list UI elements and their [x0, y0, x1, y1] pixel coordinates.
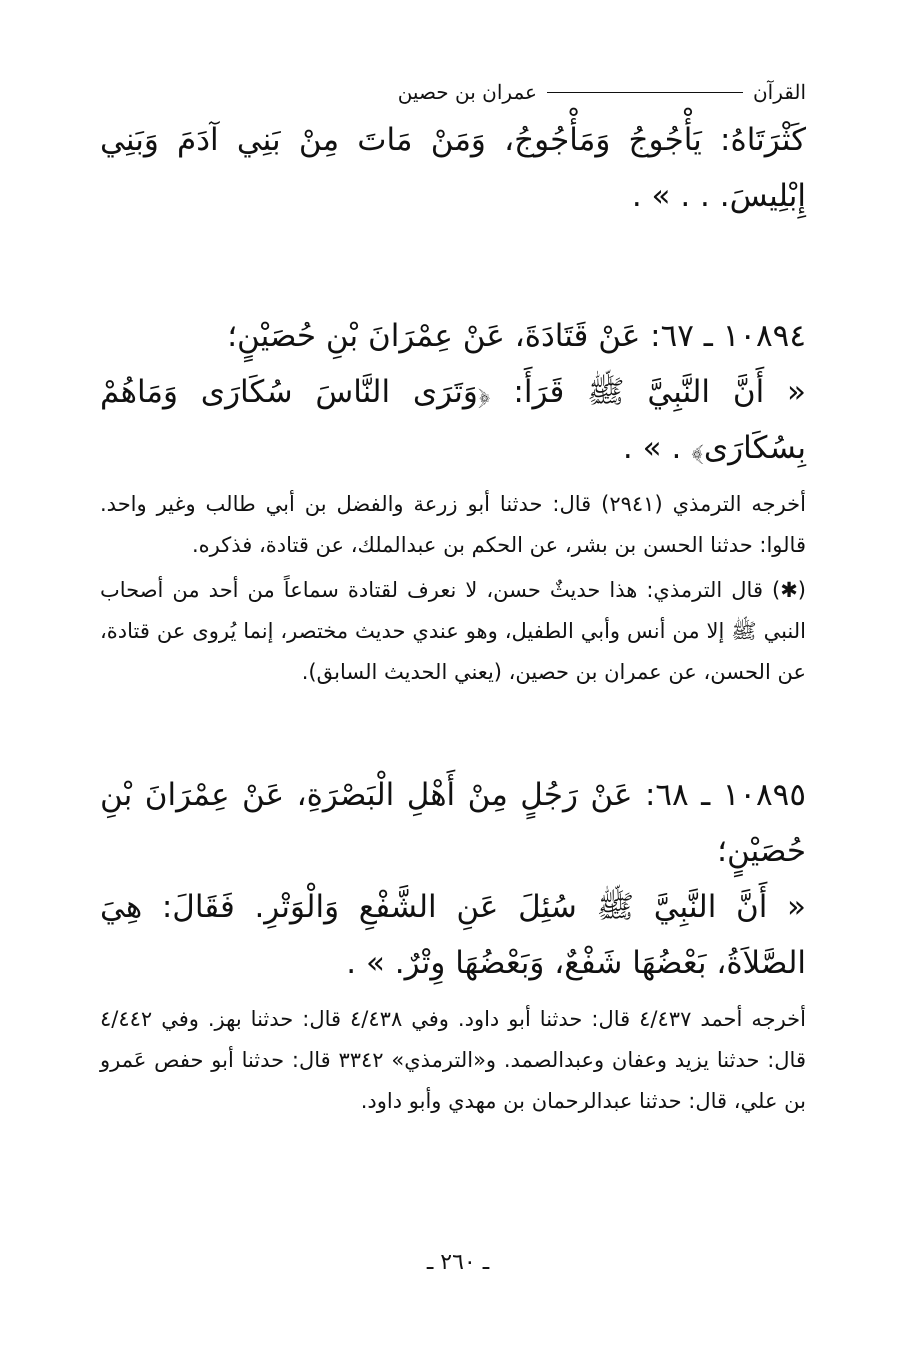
takhrij-paragraph: أخرجه أحمد ٤/٤٣٧ قال: حدثنا أبو داود. وفي ٤/٤٣٨ قال: حدثنا بهز. وفي ٤/٤٤٢ قال: حدثنا يزيد وعفان وعبدالصمد. و«الترمذي» ٣٣٤٢ قال: حدثنا أبو حفص عَمرو بن علي، قال: حدثنا عبدالرحمان بن مهدي وأبو داود. — [100, 1007, 806, 1113]
tirmidhi-note: (✱) قال الترمذي: هذا حديثٌ حسن، لا نعرف لقتادة سماعاً من أحد من أصحاب النبي ﷺ إلا من أنس وأبي الطفيل، وهو عندي حديث مختصر، إنما يُروى عن قتادة، عن الحسن، عن عمران بن حصين، (يعني الحديث السابق). — [100, 578, 806, 684]
takhrij-paragraph: أخرجه الترمذي (٢٩٤١) قال: حدثنا أبو زرعة والفضل بن أبي طالب وغير واحد. قالوا: حدثنا الحسن بن بشر، عن الحكم بن عبدالملك، عن قتادة، فذكره. — [100, 492, 806, 557]
section-spacer — [100, 693, 806, 767]
header-book-title: القرآن — [752, 80, 806, 104]
section-spacer — [100, 224, 806, 308]
running-header — [100, 74, 806, 110]
page-body — [100, 112, 806, 1122]
header-rule — [547, 92, 743, 93]
hadith-heading: ١٠٨٩٤ ـ ٦٧: عَنْ قَتَادَةَ، عَنْ عِمْرَانَ بْنِ حُصَيْنٍ؛ — [227, 318, 806, 354]
hadith-matn: « أَنَّ النَّبِيَّ ﷺ سُئِلَ عَنِ الشَّفْعِ وَالْوَتْرِ. فَقَالَ: هِيَ الصَّلاَةُ، بَعْضُهَا شَفْعٌ، وَبَعْضُهَا وِتْرٌ. » . — [100, 889, 806, 981]
carry-over-text: كَثْرَتَاهُ: يَأْجُوجُ وَمَأْجُوجُ، وَمَنْ مَاتَ مِنْ بَنِي آدَمَ وَبَنِي إِبْلِيسَ. . . » . — [100, 122, 806, 214]
hadith-heading: ١٠٨٩٥ ـ ٦٨: عَنْ رَجُلٍ مِنْ أَهْلِ الْبَصْرَةِ، عَنْ عِمْرَانَ بْنِ حُصَيْنٍ؛ — [100, 777, 806, 869]
hadith-matn: « أَنَّ النَّبِيَّ ﷺ قَرَأَ: ﴿وَتَرَى النَّاسَ سُكَارَى وَمَاهُمْ بِسُكَارَى﴾ . » . — [100, 374, 806, 466]
page-number: ـ ٢٦٠ ـ — [426, 1250, 490, 1275]
header-section-title: عمران بن حصين — [397, 80, 537, 104]
